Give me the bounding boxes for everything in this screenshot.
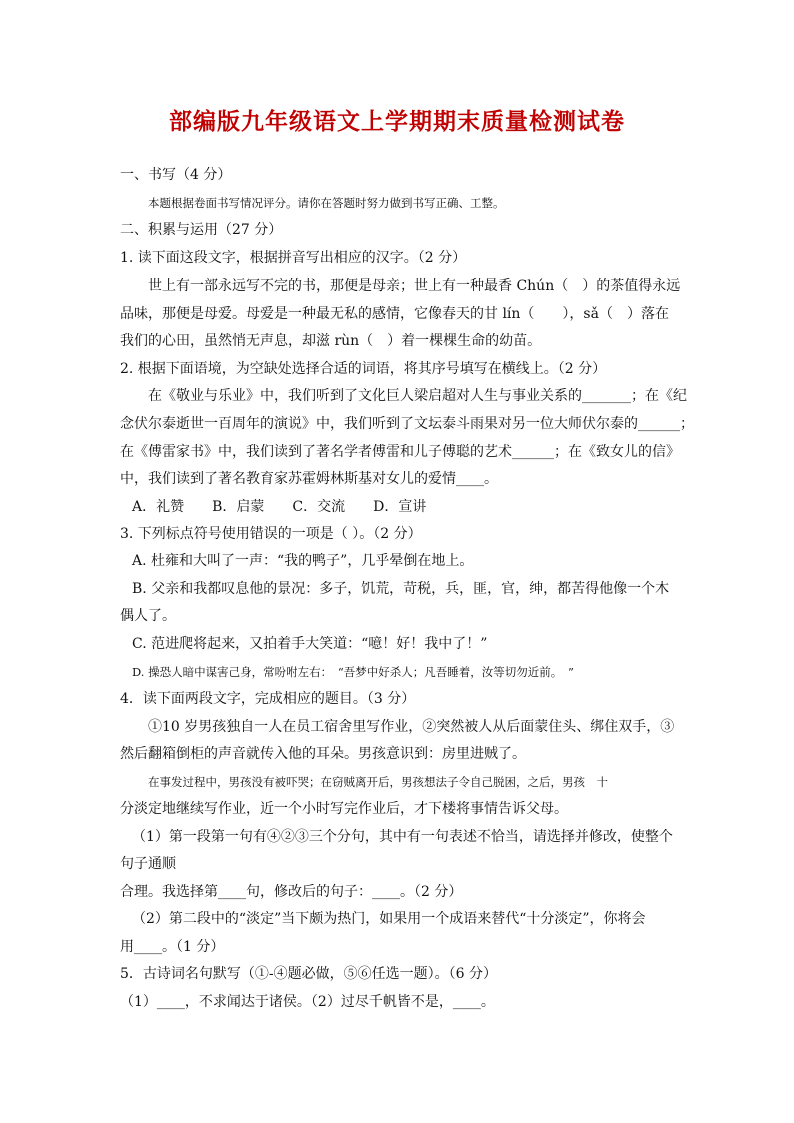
option-a: A. 杜雍和大叫了一声：“我的鸭子”，几乎晕倒在地上。 (132, 553, 474, 569)
option-b: B. 父亲和我都叹息他的景况：多子，饥荒，苛税，兵，匪，官，绅，都苦得他像一个木 (132, 581, 670, 597)
paragraph-line: 然后翻箱倒柜的声音就传入他的耳朵。男孩意识到：房里进贼了。 (120, 746, 526, 762)
section-heading: 二、积累与运用（27 分） (120, 222, 283, 238)
sub-question: （1）第一段第一句有④②③三个分句，其中有一句表述不恰当，请选择并修改，使整个 (132, 829, 673, 845)
paragraph-line: 念伏尔泰逝世一百周年的演说》中，我们听到了文坛泰斗雨果对另一位大师伏尔泰的______； (120, 416, 694, 432)
paragraph-line: 世上有一部永远写不完的书，那便是母亲；世上有一种最香 Chún（ ）的茶值得永远 (148, 278, 681, 294)
paragraph-line: 在事发过程中，男孩没有被吓哭；在窃贼离开后，男孩想法子令自己脱困，之后，男孩 十 (148, 775, 608, 789)
sub-question-continued: 句子通顺 (120, 856, 176, 872)
paragraph-line: 中，我们读到了著名教育家苏霍姆林斯基对女儿的爱情____。 (120, 471, 498, 487)
question-stem: 3. 下列标点符号使用错误的一项是（ ）。（2 分） (120, 526, 422, 542)
question-stem: 5．古诗词名句默写（①-④题必做，⑤⑥任选一题）。（6 分） (120, 966, 497, 982)
question-stem: 4．读下面两段文字，完成相应的题目。（3 分） (120, 691, 416, 707)
paragraph-line: 分淡定地继续写作业，近一个小时写完作业后，才下楼将事情告诉父母。 (120, 801, 568, 817)
sub-question-continued: 合理。我选择第____句，修改后的句子：____。（2 分） (120, 884, 463, 900)
option-b-continued: 偶人了。 (120, 608, 176, 624)
question-stem: 1. 读下面这段文字，根据拼音写出相应的汉字。（2 分） (120, 250, 467, 266)
paragraph-line: 在《傅雷家书》中，我们读到了著名学者傅雷和儿子傅聪的艺术______；在《致女儿的信》 (120, 444, 680, 460)
instruction-text: 本题根据卷面书写情况评分。请你在答题时努力做到书写正确、工整。 (148, 196, 505, 210)
paragraph-line: 品味，那便是母爱。母爱是一种最无私的感情，它像春天的甘 lín（ ），sǎ（ ）落在 (120, 306, 669, 322)
paragraph-line: 我们的心田，虽然悄无声息，却滋 rùn（ ）着一棵棵生命的幼苗。 (120, 333, 542, 349)
page-title: 部编版九年级语文上学期期末质量检测试卷 (169, 108, 625, 135)
paragraph-line: ①10 岁男孩独自一人在员工宿舍里写作业，②突然被人从后面蒙住头、绑住双手，③ (148, 719, 675, 735)
sub-question-continued: 用____。（1 分） (120, 939, 225, 955)
option-c: C. 范进爬将起来，又拍着手大笑道：“噫！好！我中了！” (132, 636, 488, 652)
option-d: D. 操恐人暗中谋害己身，常吩咐左右： “吾梦中好杀人；凡吾睡着，汝等切勿近前。 ” (132, 665, 574, 679)
question-stem: 2. 根据下面语境，为空缺处选择合适的词语，将其序号填写在横线上。（2 分） (120, 361, 607, 377)
answer-options: A．礼赞 B．启蒙 C．交流 D．宣讲 (132, 499, 427, 515)
paragraph-line: 在《敬业与乐业》中，我们听到了文化巨人梁启超对人生与事业关系的_______；在《纪 (148, 388, 687, 404)
section-heading: 一、书写（4 分） (120, 167, 232, 183)
sub-question: （2）第二段中的“淡定”当下颇为热门，如果用一个成语来替代“十分淡定”，你将会 (132, 911, 646, 927)
sub-question: （1）____，不求闻达于诸侯。（2）过尽千帆皆不是，____。 (120, 994, 495, 1010)
